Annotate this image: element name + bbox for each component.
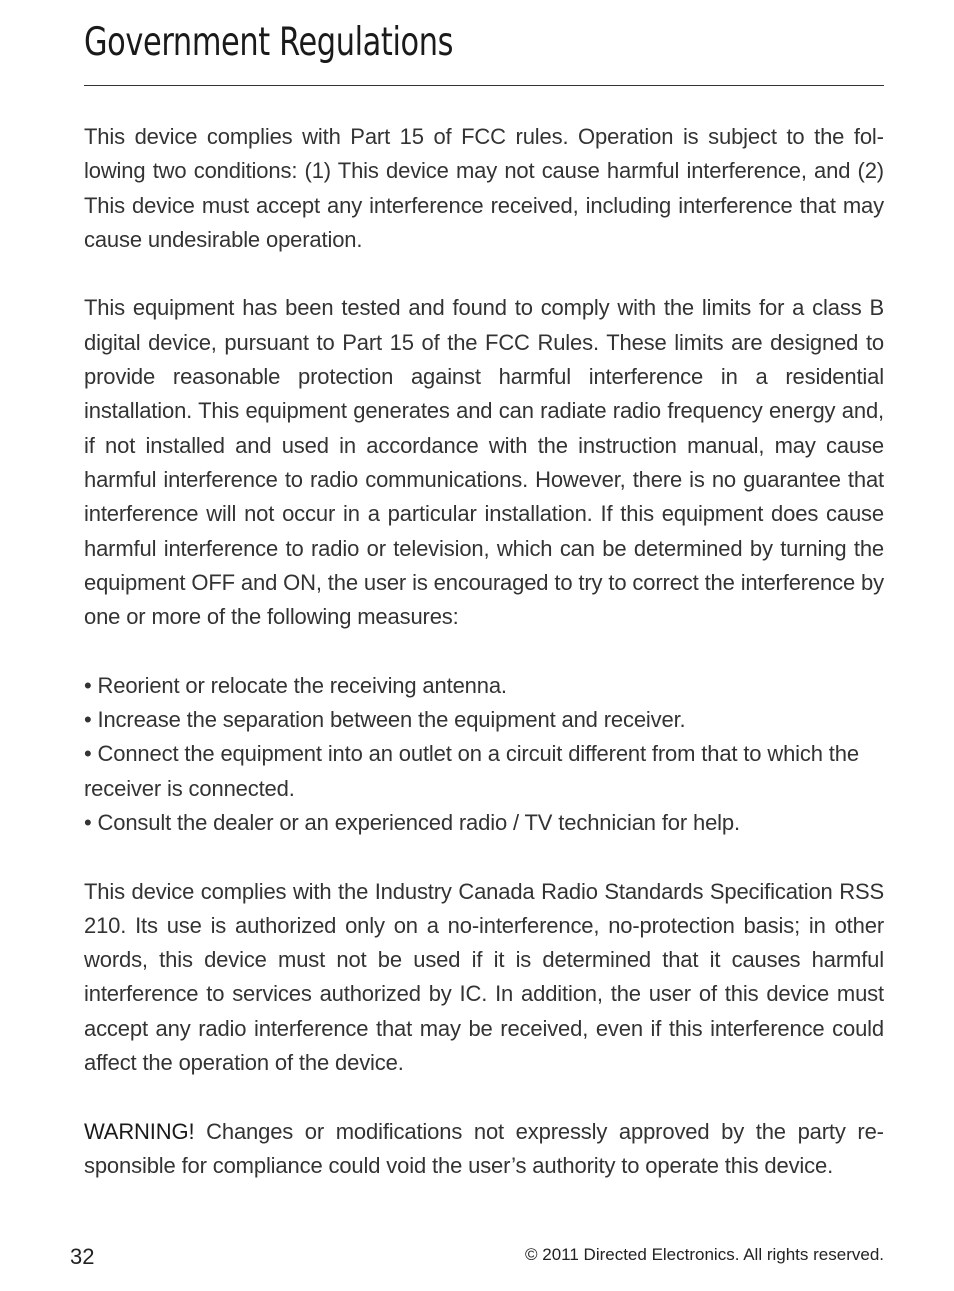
list-item: • Reorient or relocate the receiving antenna. [84,672,507,698]
fcc-conditions-paragraph: This device complies with Part 15 of FCC rules. Operation is subject to the following two conditions: (1) This device may not cause harmful interference, and (2) This device must accept any interference received, including interference that may cause undesirable operation. [84,124,884,252]
list-item: • Increase the separation between the equipment and receiver. [84,707,686,733]
class-b-compliance-paragraph: This equipment has been tested and found to comply with the limits for a class B digital device, pursuant to Part 15 of the FCC Rules. These limits are designed to provide reasonable protection against harmful interference in a residential installation. This equipment generates and can radiate radio frequency energy and, if not installed and used in accordance with the instruction manual, may cause harmful interference to radio communications. However, there is no guarantee that interference will not occur in a particular installation. If this equipment does cause harmful interference to radio or television, which can be determined by turning the equipment OFF and ON, the user is encouraged to try to correct the interference by one or more of the following measures: [84,295,884,630]
page-number: 32 [70,1244,95,1269]
industry-canada-paragraph: This device complies with the Industry Canada Radio Standards Specification RSS 210. Its use is authorized only on a no-interference, no-protection basis; in other words, this device must not be used if it is determined that it causes harmful interference to services authorized by IC. In addition, the user of this device must accept any radio interference that may be received, even if this interference could affect the operation of the device. [84,878,884,1076]
list-item: • Consult the dealer or an experienced radio / TV technician for help. [84,809,740,835]
interference-measures-list [84,669,884,840]
list-item: • Connect the equipment into an outlet on a circuit different from that to which the receiver is connected. [84,741,859,801]
title-rule [84,19,884,86]
warning-text: Changes or modifications not expressly approved by the party responsible for compliance could void the user’s authority to operate this device. [84,1118,884,1178]
warning-paragraph [84,1115,884,1184]
warning-label: WARNING! [84,1118,195,1144]
regulations-body [84,120,884,1183]
copyright-notice: © 2011 Directed Electronics. All rights reserved. [525,1245,884,1264]
page-title: Government Regulations [84,19,454,65]
